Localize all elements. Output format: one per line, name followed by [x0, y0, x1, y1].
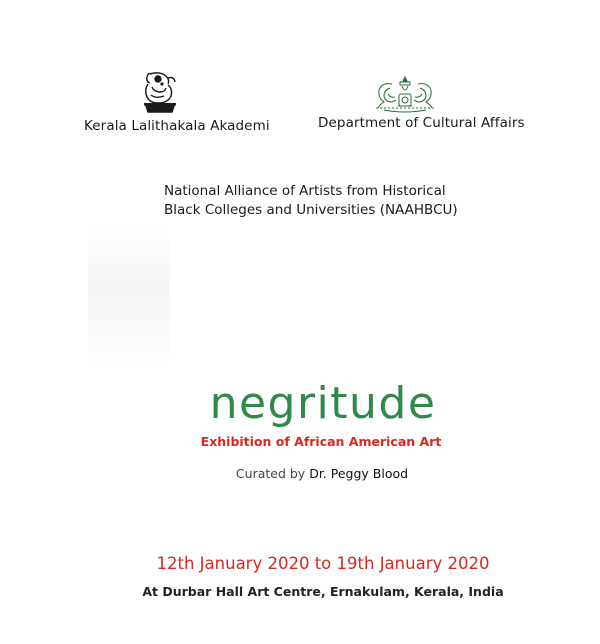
akademi-emblem-icon — [138, 70, 182, 116]
exhibition-title: negritude — [209, 378, 437, 429]
scan-shade — [88, 225, 170, 375]
exhibition-venue: At Durbar Hall Art Centre, Ernakulam, Kerala, India — [142, 584, 504, 599]
curator-line — [0, 466, 600, 481]
curated-by-label: Curated by — [235, 466, 306, 481]
kerala-state-emblem-icon — [370, 74, 440, 114]
partner-organization — [164, 182, 458, 220]
exhibition-subtitle: Exhibition of African American Art — [200, 434, 442, 449]
partner-line-2: Black Colleges and Universities (NAAHBCU) — [164, 202, 458, 218]
partner-line-1: National Alliance of Artists from Historical — [164, 183, 446, 199]
exhibition-dates: 12th January 2020 to 19th January 2020 — [156, 554, 490, 573]
curator-name: Dr. Peggy Blood — [309, 466, 409, 481]
cultural-affairs-name: Department of Cultural Affairs — [318, 115, 525, 131]
akademi-name: Kerala Lalithakala Akademi — [84, 118, 270, 134]
